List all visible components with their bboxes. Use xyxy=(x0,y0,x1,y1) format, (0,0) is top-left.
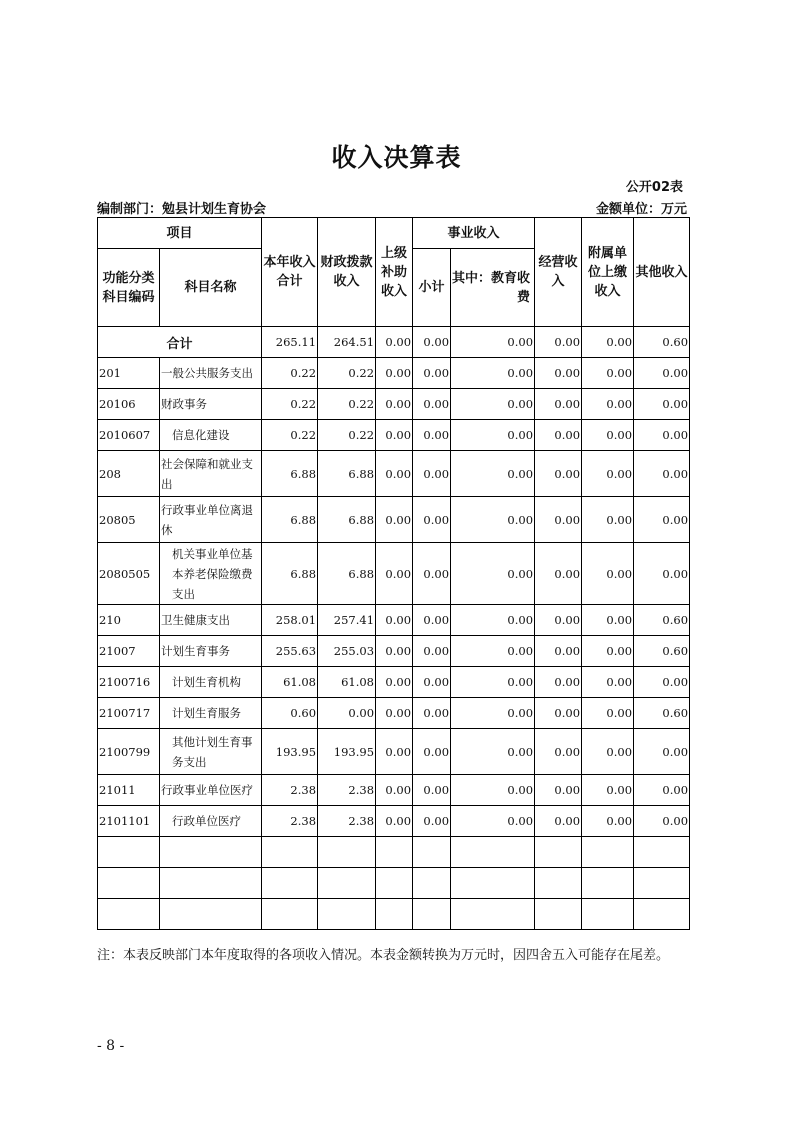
cell-subtotal: 0.00 xyxy=(413,636,451,667)
cell-operating: 0.00 xyxy=(535,497,582,543)
cell-total: 258.01 xyxy=(262,605,318,636)
cell-edu-fee: 0.00 xyxy=(451,389,535,420)
cell-operating: 0.00 xyxy=(535,605,582,636)
cell-upper-subsidy: 0.00 xyxy=(376,806,413,837)
cell-code: 208 xyxy=(98,451,160,497)
cell-total: 255.63 xyxy=(262,636,318,667)
cell-total: 193.95 xyxy=(262,729,318,775)
cell-operating: 0.00 xyxy=(535,420,582,451)
cell-name: 计划生育机构 xyxy=(160,667,262,698)
cell-upper-subsidy: 0.00 xyxy=(376,327,413,358)
cell-name: 卫生健康支出 xyxy=(160,605,262,636)
cell-other: 0.00 xyxy=(634,775,690,806)
cell-code: 2100716 xyxy=(98,667,160,698)
cell-operating: 0.00 xyxy=(535,389,582,420)
cell-fiscal: 264.51 xyxy=(318,327,376,358)
cell-operating: 0.00 xyxy=(535,327,582,358)
cell-subtotal: 0.00 xyxy=(413,358,451,389)
header-edu-fee: 其中：教育收费 xyxy=(451,249,535,327)
cell-total: 265.11 xyxy=(262,327,318,358)
cell-subtotal: 0.00 xyxy=(413,389,451,420)
table-row xyxy=(98,389,690,420)
cell-code: 20106 xyxy=(98,389,160,420)
table-row xyxy=(98,451,690,497)
header-business: 事业收入 xyxy=(413,218,535,249)
cell-code: 2100717 xyxy=(98,698,160,729)
cell-affiliated: 0.00 xyxy=(582,698,634,729)
table-row xyxy=(98,358,690,389)
cell-fiscal: 193.95 xyxy=(318,729,376,775)
cell-edu-fee: 0.00 xyxy=(451,451,535,497)
cell-edu-fee: 0.00 xyxy=(451,358,535,389)
cell-upper-subsidy: 0.00 xyxy=(376,497,413,543)
cell-upper-subsidy: 0.00 xyxy=(376,358,413,389)
cell-fiscal: 255.03 xyxy=(318,636,376,667)
page-number: - 8 - xyxy=(97,1038,125,1054)
cell-fiscal: 2.38 xyxy=(318,775,376,806)
cell-upper-subsidy: 0.00 xyxy=(376,667,413,698)
cell-affiliated: 0.00 xyxy=(582,543,634,605)
cell-other: 0.00 xyxy=(634,358,690,389)
cell-total: 0.22 xyxy=(262,420,318,451)
cell-code: 210 xyxy=(98,605,160,636)
cell-subtotal: 0.00 xyxy=(413,698,451,729)
cell-code: 2010607 xyxy=(98,420,160,451)
cell-other: 0.00 xyxy=(634,729,690,775)
cell-name: 社会保障和就业支出 xyxy=(160,451,262,497)
header-item: 项目 xyxy=(98,218,262,249)
table-row xyxy=(98,806,690,837)
cell-other: 0.00 xyxy=(634,451,690,497)
cell-total: 6.88 xyxy=(262,543,318,605)
cell-edu-fee: 0.00 xyxy=(451,497,535,543)
cell-upper-subsidy: 0.00 xyxy=(376,543,413,605)
cell-fiscal: 6.88 xyxy=(318,543,376,605)
cell-operating: 0.00 xyxy=(535,729,582,775)
header-subject-name: 科目名称 xyxy=(160,249,262,327)
cell-upper-subsidy: 0.00 xyxy=(376,698,413,729)
table-row xyxy=(98,729,690,775)
cell-affiliated: 0.00 xyxy=(582,451,634,497)
cell-subtotal: 0.00 xyxy=(413,806,451,837)
cell-code: 20805 xyxy=(98,497,160,543)
cell-name: 财政事务 xyxy=(160,389,262,420)
empty-rows xyxy=(98,837,690,930)
cell-total: 6.88 xyxy=(262,451,318,497)
cell-total: 0.60 xyxy=(262,698,318,729)
cell-code: 2101101 xyxy=(98,806,160,837)
cell-fiscal: 6.88 xyxy=(318,451,376,497)
cell-other: 0.00 xyxy=(634,497,690,543)
cell-name: 行政事业单位离退休 xyxy=(160,497,262,543)
cell-upper-subsidy: 0.00 xyxy=(376,389,413,420)
cell-affiliated: 0.00 xyxy=(582,667,634,698)
cell-fiscal: 61.08 xyxy=(318,667,376,698)
cell-fiscal: 2.38 xyxy=(318,806,376,837)
cell-total: 0.22 xyxy=(262,358,318,389)
header-total: 本年收入合计 xyxy=(262,218,318,327)
cell-name: 行政单位医疗 xyxy=(160,806,262,837)
cell-affiliated: 0.00 xyxy=(582,358,634,389)
cell-upper-subsidy: 0.00 xyxy=(376,605,413,636)
cell-edu-fee: 0.00 xyxy=(451,327,535,358)
cell-affiliated: 0.00 xyxy=(582,420,634,451)
header-operating: 经营收入 xyxy=(535,218,582,327)
cell-operating: 0.00 xyxy=(535,667,582,698)
cell-name: 计划生育服务 xyxy=(160,698,262,729)
cell-fiscal: 0.00 xyxy=(318,698,376,729)
table-row xyxy=(98,605,690,636)
cell-name: 机关事业单位基本养老保险缴费支出 xyxy=(160,543,262,605)
cell-fiscal: 6.88 xyxy=(318,497,376,543)
cell-operating: 0.00 xyxy=(535,806,582,837)
cell-other: 0.60 xyxy=(634,605,690,636)
header-affiliated: 附属单位上缴收入 xyxy=(582,218,634,327)
cell-code: 2080505 xyxy=(98,543,160,605)
header-other: 其他收入 xyxy=(634,218,690,327)
cell-upper-subsidy: 0.00 xyxy=(376,420,413,451)
cell-code: 21011 xyxy=(98,775,160,806)
cell-name: 行政事业单位医疗 xyxy=(160,775,262,806)
cell-affiliated: 0.00 xyxy=(582,806,634,837)
footnote: 注：本表反映部门本年度取得的各项收入情况。本表金额转换为万元时，因四舍五入可能存在尾差。 xyxy=(97,948,670,963)
cell-other: 0.00 xyxy=(634,667,690,698)
header-subtotal: 小计 xyxy=(413,249,451,327)
cell-affiliated: 0.00 xyxy=(582,497,634,543)
cell-code: 201 xyxy=(98,358,160,389)
cell-subtotal: 0.00 xyxy=(413,729,451,775)
empty-row xyxy=(98,837,690,868)
cell-edu-fee: 0.00 xyxy=(451,729,535,775)
cell-edu-fee: 0.00 xyxy=(451,636,535,667)
cell-edu-fee: 0.00 xyxy=(451,543,535,605)
cell-subtotal: 0.00 xyxy=(413,451,451,497)
cell-other: 0.00 xyxy=(634,389,690,420)
cell-fiscal: 0.22 xyxy=(318,420,376,451)
cell-subtotal: 0.00 xyxy=(413,327,451,358)
cell-subtotal: 0.00 xyxy=(413,775,451,806)
cell-fiscal: 0.22 xyxy=(318,389,376,420)
table-row xyxy=(98,698,690,729)
header-func-code: 功能分类科目编码 xyxy=(98,249,160,327)
cell-fiscal: 257.41 xyxy=(318,605,376,636)
cell-other: 0.00 xyxy=(634,420,690,451)
cell-subtotal: 0.00 xyxy=(413,605,451,636)
empty-row xyxy=(98,899,690,930)
cell-fiscal: 0.22 xyxy=(318,358,376,389)
cell-affiliated: 0.00 xyxy=(582,389,634,420)
total-label: 合计 xyxy=(98,327,262,358)
cell-edu-fee: 0.00 xyxy=(451,806,535,837)
cell-name: 信息化建设 xyxy=(160,420,262,451)
cell-subtotal: 0.00 xyxy=(413,497,451,543)
cell-operating: 0.00 xyxy=(535,451,582,497)
cell-other: 0.60 xyxy=(634,636,690,667)
cell-operating: 0.00 xyxy=(535,698,582,729)
table-row xyxy=(98,775,690,806)
cell-edu-fee: 0.00 xyxy=(451,420,535,451)
cell-affiliated: 0.00 xyxy=(582,636,634,667)
header-fiscal: 财政拨款收入 xyxy=(318,218,376,327)
header-upper-subsidy: 上级补助收入 xyxy=(376,218,413,327)
cell-affiliated: 0.00 xyxy=(582,775,634,806)
cell-other: 0.00 xyxy=(634,543,690,605)
cell-subtotal: 0.00 xyxy=(413,543,451,605)
table-header xyxy=(98,218,690,327)
cell-upper-subsidy: 0.00 xyxy=(376,729,413,775)
table-row xyxy=(98,497,690,543)
cell-operating: 0.00 xyxy=(535,543,582,605)
cell-edu-fee: 0.00 xyxy=(451,667,535,698)
cell-edu-fee: 0.00 xyxy=(451,698,535,729)
cell-total: 6.88 xyxy=(262,497,318,543)
cell-upper-subsidy: 0.00 xyxy=(376,636,413,667)
cell-total: 2.38 xyxy=(262,806,318,837)
cell-affiliated: 0.00 xyxy=(582,729,634,775)
table-body xyxy=(98,358,690,837)
cell-other: 0.60 xyxy=(634,698,690,729)
table-row xyxy=(98,636,690,667)
total-row xyxy=(98,327,690,358)
empty-row xyxy=(98,868,690,899)
cell-upper-subsidy: 0.00 xyxy=(376,775,413,806)
cell-affiliated: 0.00 xyxy=(582,605,634,636)
table-code: 公开02表 xyxy=(625,180,683,195)
table-row xyxy=(98,543,690,605)
cell-total: 0.22 xyxy=(262,389,318,420)
page-title: 收入决算表 xyxy=(331,143,462,172)
cell-code: 21007 xyxy=(98,636,160,667)
table-row xyxy=(98,420,690,451)
income-table xyxy=(97,217,690,930)
cell-operating: 0.00 xyxy=(535,358,582,389)
cell-total: 2.38 xyxy=(262,775,318,806)
cell-edu-fee: 0.00 xyxy=(451,775,535,806)
cell-subtotal: 0.00 xyxy=(413,667,451,698)
cell-other: 0.00 xyxy=(634,806,690,837)
cell-upper-subsidy: 0.00 xyxy=(376,451,413,497)
cell-operating: 0.00 xyxy=(535,636,582,667)
cell-operating: 0.00 xyxy=(535,775,582,806)
cell-other: 0.60 xyxy=(634,327,690,358)
cell-edu-fee: 0.00 xyxy=(451,605,535,636)
cell-total: 61.08 xyxy=(262,667,318,698)
department-label: 编制部门：勉县计划生育协会 xyxy=(97,202,267,217)
cell-code: 2100799 xyxy=(98,729,160,775)
cell-subtotal: 0.00 xyxy=(413,420,451,451)
cell-name: 其他计划生育事务支出 xyxy=(160,729,262,775)
table-row xyxy=(98,667,690,698)
cell-affiliated: 0.00 xyxy=(582,327,634,358)
unit-label: 金额单位：万元 xyxy=(595,202,687,217)
cell-name: 一般公共服务支出 xyxy=(160,358,262,389)
cell-name: 计划生育事务 xyxy=(160,636,262,667)
